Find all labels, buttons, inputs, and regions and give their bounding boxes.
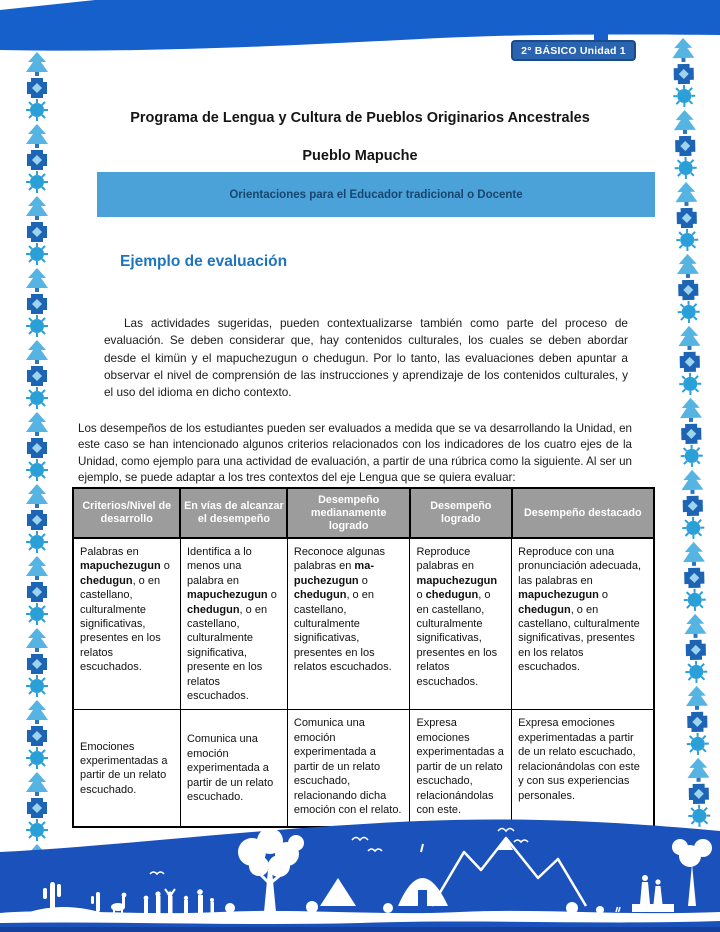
unit-badge-label: 2° BÁSICO Unidad 1 bbox=[521, 44, 626, 57]
rubric-cell: Reproduce con una pronunciación adecuada, las palabras en mapuchezugun o chedugun, o en castellano, culturalmente significativas, presentes en los relatos escuchados. bbox=[512, 538, 654, 710]
paragraph-rubric-intro: Los desempeños de los estudiantes pueden ser evaluados a medida que se va desarrollando la Unidad, en este caso se han intencionado algunos criterios relacionados con los indicadores de los cuatro ejes de la Unidad, como ejemplo para una actividad de evaluación, a partir de una rúbrica como la siguiente. Al ser un ejemplo, se puede adaptar a los tres contextos del eje Lengua que se quiera evaluar: bbox=[78, 421, 632, 485]
rubric-cell: Palabras en mapuchezugun o chedugun, o en castellano, culturalmente significativas, presentes en los relatos escuchados. bbox=[73, 538, 180, 710]
rubric-header-criteria: Criterios/Nivel de desarrollo bbox=[73, 488, 180, 538]
rubric-cell: Identifica a lo menos una palabra en mapuchezugun o chedugun, o en castellano, culturalmente significativa, presente en los relatos escuchados. bbox=[180, 538, 287, 710]
pueblo-title: Pueblo Mapuche bbox=[302, 148, 418, 164]
rubric-header-medianamente: Desempeño medianamente logrado bbox=[287, 488, 410, 538]
program-title: Programa de Lengua y Cultura de Pueblos Originarios Ancestrales bbox=[130, 110, 590, 126]
right-border-ornament bbox=[661, 38, 720, 903]
rubric-header-en-vias: En vías de alcanzar el desempeño bbox=[180, 488, 287, 538]
rubric-cell: Comunica una emoción experimentada a partir de un relato escuchado. bbox=[180, 710, 287, 828]
rubric-cell: Reproduce palabras en mapuchezugun o chedugun, o en castellano, culturalmente significativas, presentes en los relatos escuchados. bbox=[410, 538, 512, 710]
rubric-cell: Reconoce algunas palabras en ma-puchezugun o chedugun, o en castellano, culturalmente significativas, presentes en los relatos escuchados. bbox=[287, 538, 410, 710]
footer-landscape bbox=[0, 812, 720, 932]
table-row bbox=[73, 710, 654, 828]
paragraph-evaluation-intro: Las actividades sugeridas, pueden contextualizarse también como parte del proceso de evaluación. Se deben considerar que, hay contenidos culturales, los cuales se deben abordar desde el kimün y el mapuchezugun o chedugun. Por lo tanto, las evaluaciones deben apuntar a observar el nivel de comprensión de las instrucciones y aprendizaje de los contenidos culturales, y el uso del idioma en dicho contexto. bbox=[104, 315, 628, 400]
left-border-ornament bbox=[15, 52, 59, 916]
orientation-banner bbox=[97, 172, 655, 217]
rubric-cell: Emociones experimentadas a partir de un relato escuchado. bbox=[73, 710, 180, 828]
rubric-table bbox=[72, 487, 655, 828]
rubric-header-destacado: Desempeño destacado bbox=[512, 488, 654, 538]
rubric-cell: Expresa emociones experimentadas a partir de un relato escuchado, relacionándolas con este y con sus experiencias personales. bbox=[512, 710, 654, 828]
rubric-cell: Expresa emociones experimentadas a partir de un relato escuchado, relacionándolas con este. bbox=[410, 710, 512, 828]
unit-badge bbox=[511, 40, 636, 61]
rubric-header-row bbox=[73, 488, 654, 538]
orientation-banner-label: Orientaciones para el Educador tradicional o Docente bbox=[229, 188, 523, 201]
footer-baseline bbox=[0, 927, 720, 932]
table-row bbox=[73, 538, 654, 710]
section-heading: Ejemplo de evaluación bbox=[120, 253, 288, 270]
rubric-header-logrado: Desempeño logrado bbox=[410, 488, 512, 538]
rubric-cell: Comunica una emoción experimentada a partir de un relato escuchado, relacionando dicha emoción con el relato. bbox=[287, 710, 410, 828]
